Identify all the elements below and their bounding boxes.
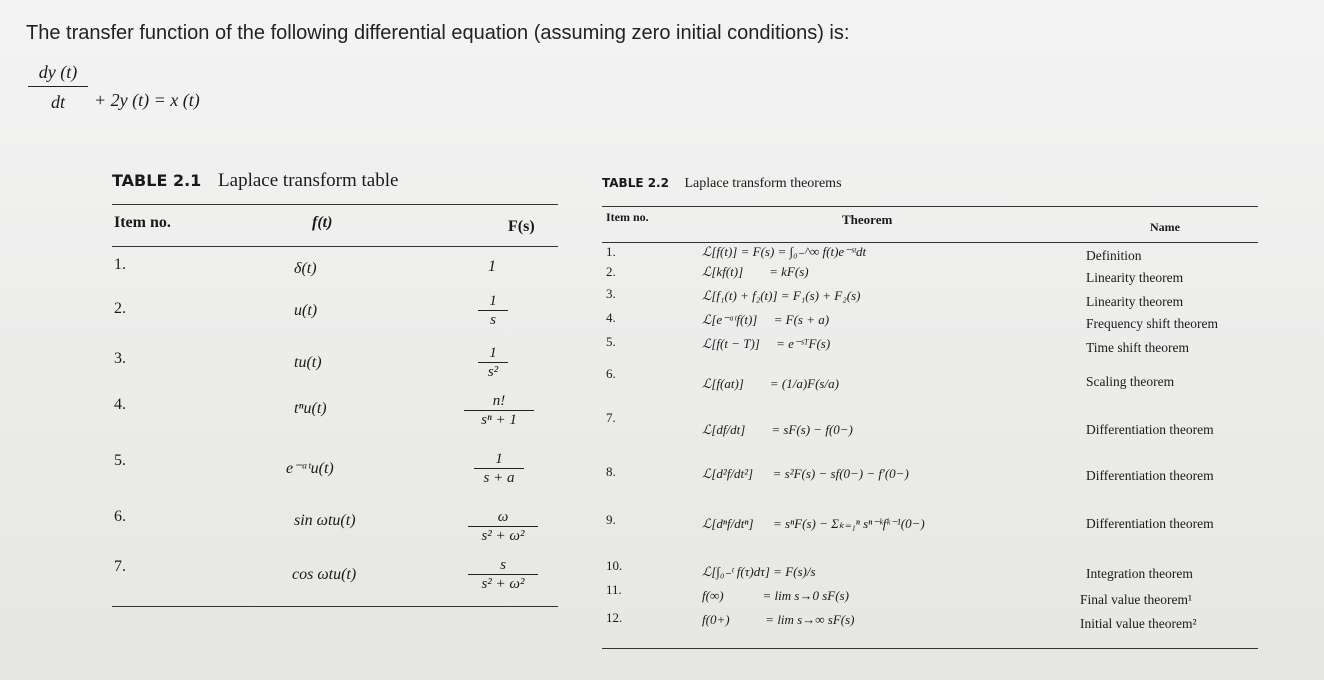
Fs-denominator: sⁿ + 1 bbox=[481, 412, 517, 428]
table2-row9-name: Differentiation theorem bbox=[1086, 516, 1214, 531]
table2-row12-no: 12. bbox=[606, 610, 623, 625]
table2-row4-name: Frequency shift theorem bbox=[1086, 316, 1218, 331]
table2-row4-theorem: ℒ[e⁻ᵃᵗf(t)] = F(s + a) bbox=[702, 312, 830, 327]
table2-row7-name: Differentiation theorem bbox=[1086, 422, 1214, 437]
equation-rest: + 2y (t) = x (t) bbox=[94, 90, 200, 110]
Fs-denominator: s² + ω² bbox=[481, 528, 525, 544]
table2-row8-theorem: ℒ[d²f/dt²] = s²F(s) − sf(0−) − f′(0−) bbox=[702, 466, 909, 481]
laplace-transform-table bbox=[112, 170, 558, 592]
table2-row11-theorem: f(∞) = lim s→0 sF(s) bbox=[702, 588, 849, 603]
table2-row1-no: 1. bbox=[606, 244, 616, 259]
table2-row3-no: 3. bbox=[606, 286, 616, 301]
table2-row9-no: 9. bbox=[606, 512, 616, 527]
Fs-denominator: s² bbox=[487, 364, 499, 380]
Fs-denominator: s² + ω² bbox=[481, 576, 525, 592]
Fs-numerator: 1 bbox=[495, 451, 503, 467]
table2-row8-no: 8. bbox=[606, 464, 616, 479]
table2-row10-no: 10. bbox=[606, 558, 623, 573]
table2-row7-no: 7. bbox=[606, 410, 616, 425]
table1-row7-ft: cos ωtu(t) bbox=[292, 566, 357, 583]
table1-row4-ft: tⁿu(t) bbox=[294, 400, 327, 417]
table1-row5-Fs bbox=[474, 450, 524, 487]
table1-row7-no: 7. bbox=[114, 558, 126, 575]
table1-row4-Fs bbox=[464, 392, 534, 429]
table1-row2-no: 2. bbox=[114, 300, 126, 317]
table1-row3-Fs bbox=[478, 344, 508, 381]
table2-row5-no: 5. bbox=[606, 334, 616, 349]
table2-row11-no: 11. bbox=[606, 582, 622, 597]
table1-row1-no: 1. bbox=[114, 256, 126, 273]
table2-header-name: Name bbox=[1150, 220, 1180, 234]
table2-row2-name: Linearity theorem bbox=[1086, 270, 1184, 285]
table2-row7-theorem: ℒ[df/dt] = sF(s) − f(0−) bbox=[702, 422, 853, 437]
Fs-denominator: s bbox=[490, 312, 496, 328]
table1-row6-no: 6. bbox=[114, 508, 126, 525]
table2-row10-theorem: ℒ[∫₀₋ᵗ f(τ)dτ] = F(s)/s bbox=[702, 564, 816, 579]
Fs-numerator: 1 bbox=[489, 345, 497, 361]
table2-row6-theorem: ℒ[f(at)] = (1/a)F(s/a) bbox=[702, 376, 839, 391]
table1-header-item: Item no. bbox=[114, 214, 171, 231]
table2-row5-name: Time shift theorem bbox=[1086, 340, 1189, 355]
table2-header-rule bbox=[602, 242, 1258, 243]
table2-bottom-rule bbox=[602, 648, 1258, 649]
table1-row1-Fs: 1 bbox=[488, 258, 496, 275]
table2-row6-name: Scaling theorem bbox=[1086, 374, 1175, 389]
table2-row8-name: Differentiation theorem bbox=[1086, 468, 1214, 483]
fraction-bar bbox=[28, 86, 88, 87]
table2-row5-theorem: ℒ[f(t − T)] = e⁻ˢᵀF(s) bbox=[702, 336, 831, 351]
table2-row2-no: 2. bbox=[606, 264, 616, 279]
question-text: The transfer function of the following differential equation (assuming zero initial conditions) is: bbox=[26, 22, 850, 44]
table1-title: Laplace transform table bbox=[218, 170, 399, 191]
table2-row10-name: Integration theorem bbox=[1086, 566, 1193, 581]
Fs-numerator: ω bbox=[497, 509, 509, 525]
table1-row2-Fs bbox=[478, 292, 508, 329]
table2-row9-theorem: ℒ[dⁿf/dtⁿ] = sⁿF(s) − Σₖ₌₁ⁿ sⁿ⁻ᵏfᵏ⁻¹(0−) bbox=[702, 516, 925, 531]
table1-bottom-rule bbox=[112, 606, 558, 607]
table2-row1-theorem: ℒ[f(t)] = F(s) = ∫₀₋^∞ f(t)e⁻ˢᵗdt bbox=[702, 244, 867, 259]
table1-header-rule bbox=[112, 246, 558, 247]
table2-header-theorem: Theorem bbox=[842, 212, 893, 227]
table2-row12-theorem: f(0+) = lim s→∞ sF(s) bbox=[702, 612, 855, 627]
Fs-denominator: s + a bbox=[483, 470, 515, 486]
table2-row4-no: 4. bbox=[606, 310, 616, 325]
table1-label: TABLE 2.1 bbox=[112, 171, 202, 190]
table2-row1-name: Definition bbox=[1086, 248, 1142, 263]
table1-top-rule bbox=[112, 204, 558, 205]
fraction-numerator: dy (t) bbox=[38, 62, 78, 82]
table1-row1-ft: δ(t) bbox=[294, 260, 317, 277]
table1-row5-no: 5. bbox=[114, 452, 126, 469]
laplace-theorems-table bbox=[602, 170, 1258, 631]
table2-top-rule bbox=[602, 206, 1258, 207]
table1-header-ft: f(t) bbox=[312, 214, 333, 231]
table2-row3-theorem: ℒ[f₁(t) + f₂(t)] = F₁(s) + F₂(s) bbox=[702, 288, 861, 303]
table1-row5-ft: e⁻ᵃᵗu(t) bbox=[286, 460, 334, 477]
table1-row6-Fs bbox=[468, 508, 538, 545]
Fs-numerator: 1 bbox=[489, 293, 497, 309]
table2-label: TABLE 2.2 bbox=[602, 176, 669, 190]
table2-title: Laplace transform theorems bbox=[684, 176, 842, 191]
table2-header-item: Item no. bbox=[606, 210, 649, 224]
Fs-numerator: n! bbox=[492, 393, 506, 409]
table1-row6-ft: sin ωtu(t) bbox=[294, 512, 356, 529]
table1-row2-ft: u(t) bbox=[294, 302, 318, 319]
fraction-denominator: dt bbox=[50, 92, 65, 112]
Fs-numerator: s bbox=[500, 557, 506, 573]
table1-header-Fs: F(s) bbox=[508, 218, 535, 235]
table2-row3-name: Linearity theorem bbox=[1086, 294, 1184, 309]
table1-row4-no: 4. bbox=[114, 396, 126, 413]
table1-row3-no: 3. bbox=[114, 350, 126, 367]
table2-caption bbox=[602, 176, 1258, 192]
table2-row11-name: Final value theorem¹ bbox=[1080, 592, 1193, 607]
table1-caption bbox=[112, 170, 558, 192]
table2-row2-theorem: ℒ[kf(t)] = kF(s) bbox=[702, 264, 809, 279]
table2-row6-no: 6. bbox=[606, 366, 616, 381]
derivative-fraction bbox=[28, 62, 88, 113]
table1-row7-Fs bbox=[468, 556, 538, 593]
table1-row3-ft: tu(t) bbox=[294, 354, 322, 371]
table2-row12-name: Initial value theorem² bbox=[1080, 616, 1197, 631]
